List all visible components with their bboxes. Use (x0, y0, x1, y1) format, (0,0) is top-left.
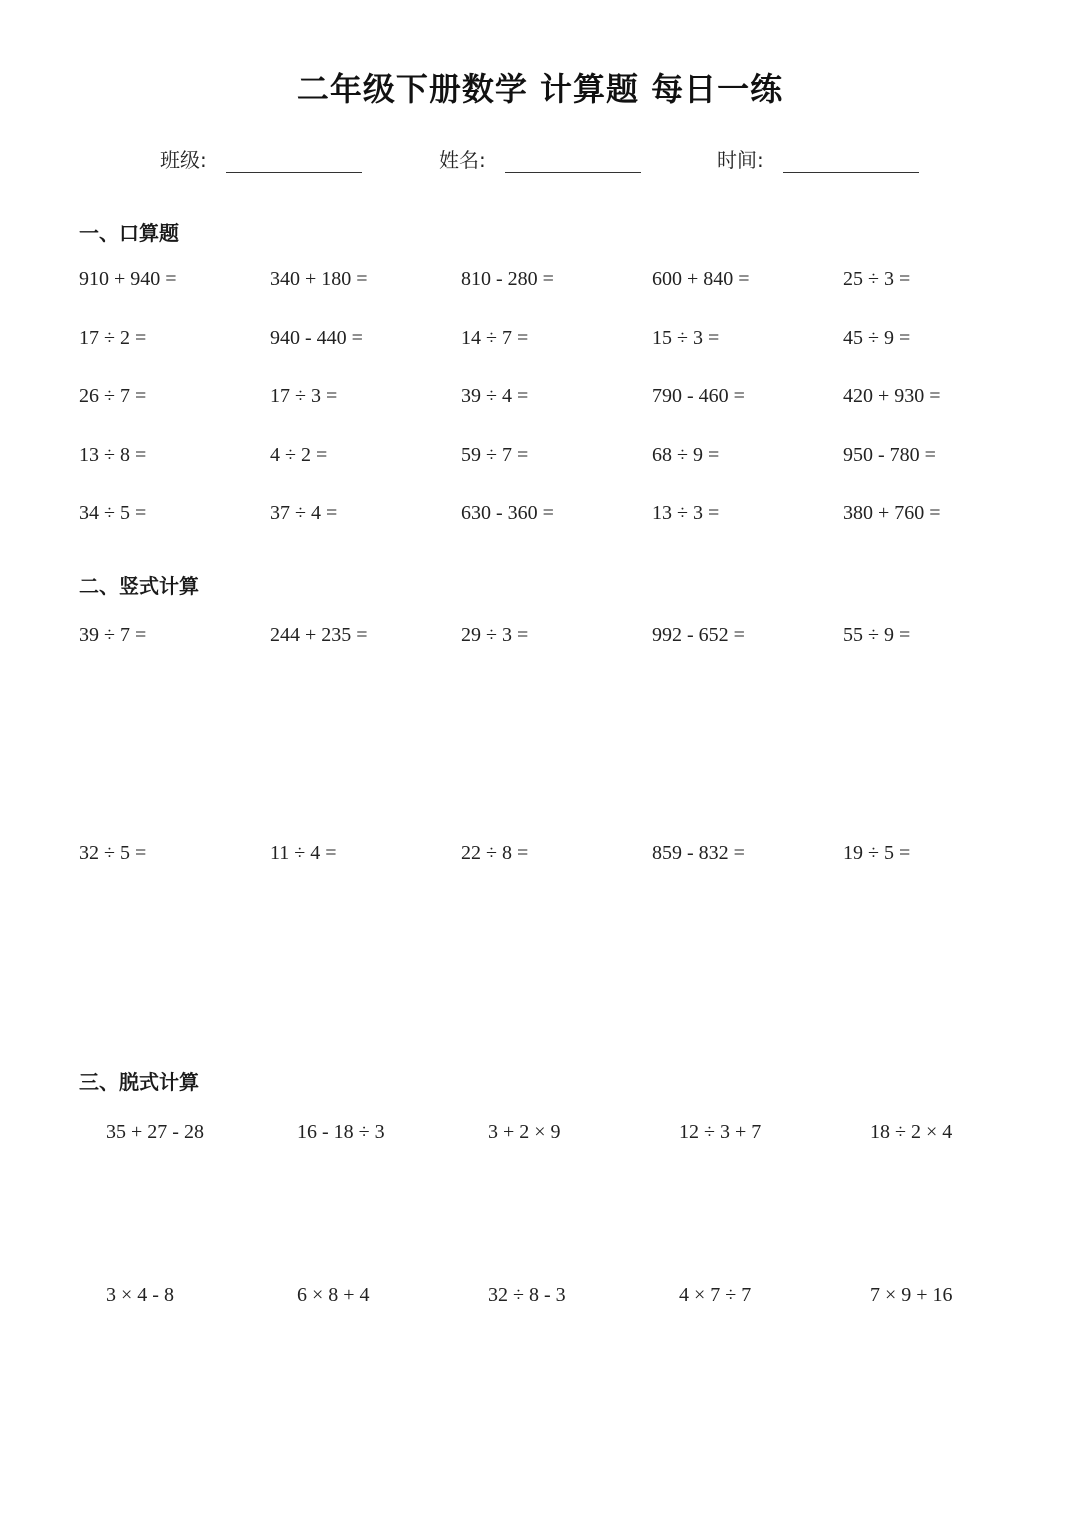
problem-stepwise: 6 × 8 + 4 (297, 1284, 370, 1306)
problem-oral: 340 + 180 = (270, 268, 368, 290)
problem-stepwise: 12 ÷ 3 + 7 (679, 1121, 762, 1143)
problem-vertical: 39 ÷ 7 = (79, 624, 147, 646)
problem-vertical: 859 - 832 = (652, 842, 745, 864)
problem-vertical: 992 - 652 = (652, 624, 745, 646)
problem-oral: 790 - 460 = (652, 385, 745, 407)
problem-vertical: 55 ÷ 9 = (843, 624, 911, 646)
time-label: 时间: (717, 148, 764, 172)
section-heading-vertical: 二、竖式计算 (79, 574, 199, 598)
problem-oral: 600 + 840 = (652, 268, 750, 290)
class-blank-line (226, 172, 362, 173)
problem-vertical: 244 + 235 = (270, 624, 368, 646)
problem-vertical: 19 ÷ 5 = (843, 842, 911, 864)
class-field (160, 140, 370, 174)
problem-oral: 810 - 280 = (461, 268, 554, 290)
problem-oral: 13 ÷ 3 = (652, 502, 720, 524)
problem-oral: 15 ÷ 3 = (652, 327, 720, 349)
problem-stepwise: 18 ÷ 2 × 4 (870, 1121, 953, 1143)
problem-stepwise: 16 - 18 ÷ 3 (297, 1121, 385, 1143)
problem-oral: 17 ÷ 3 = (270, 385, 338, 407)
problem-oral: 420 + 930 = (843, 385, 941, 407)
problem-oral: 68 ÷ 9 = (652, 444, 720, 466)
name-blank-line (505, 172, 641, 173)
problem-vertical: 11 ÷ 4 = (270, 842, 337, 864)
section-heading-oral: 一、口算题 (79, 221, 179, 245)
section-heading-stepwise: 三、脱式计算 (79, 1070, 199, 1094)
problem-oral: 34 ÷ 5 = (79, 502, 147, 524)
problem-oral: 380 + 760 = (843, 502, 941, 524)
problem-vertical: 32 ÷ 5 = (79, 842, 147, 864)
problem-oral: 910 + 940 = (79, 268, 177, 290)
problem-oral: 45 ÷ 9 = (843, 327, 911, 349)
problem-oral: 39 ÷ 4 = (461, 385, 529, 407)
problem-vertical: 22 ÷ 8 = (461, 842, 529, 864)
time-field (717, 140, 927, 174)
problem-oral: 950 - 780 = (843, 444, 936, 466)
name-field (439, 140, 649, 174)
problem-oral: 14 ÷ 7 = (461, 327, 529, 349)
problem-oral: 59 ÷ 7 = (461, 444, 529, 466)
problem-oral: 13 ÷ 8 = (79, 444, 147, 466)
time-blank-line (783, 172, 919, 173)
problem-stepwise: 7 × 9 + 16 (870, 1284, 953, 1306)
problem-stepwise: 32 ÷ 8 - 3 (488, 1284, 566, 1306)
class-label: 班级: (160, 148, 207, 172)
problem-stepwise: 3 × 4 - 8 (106, 1284, 174, 1306)
name-label: 姓名: (439, 148, 486, 172)
problem-oral: 17 ÷ 2 = (79, 327, 147, 349)
problem-oral: 940 - 440 = (270, 327, 363, 349)
problem-stepwise: 3 + 2 × 9 (488, 1121, 561, 1143)
problem-stepwise: 35 + 27 - 28 (106, 1121, 204, 1143)
problem-oral: 25 ÷ 3 = (843, 268, 911, 290)
problem-stepwise: 4 × 7 ÷ 7 (679, 1284, 752, 1306)
problem-vertical: 29 ÷ 3 = (461, 624, 529, 646)
problem-oral: 4 ÷ 2 = (270, 444, 328, 466)
problem-oral: 37 ÷ 4 = (270, 502, 338, 524)
problem-oral: 630 - 360 = (461, 502, 554, 524)
page-title: 二年级下册数学 计算题 每日一练 (296, 70, 784, 108)
problem-oral: 26 ÷ 7 = (79, 385, 147, 407)
student-info-row (0, 140, 1080, 180)
